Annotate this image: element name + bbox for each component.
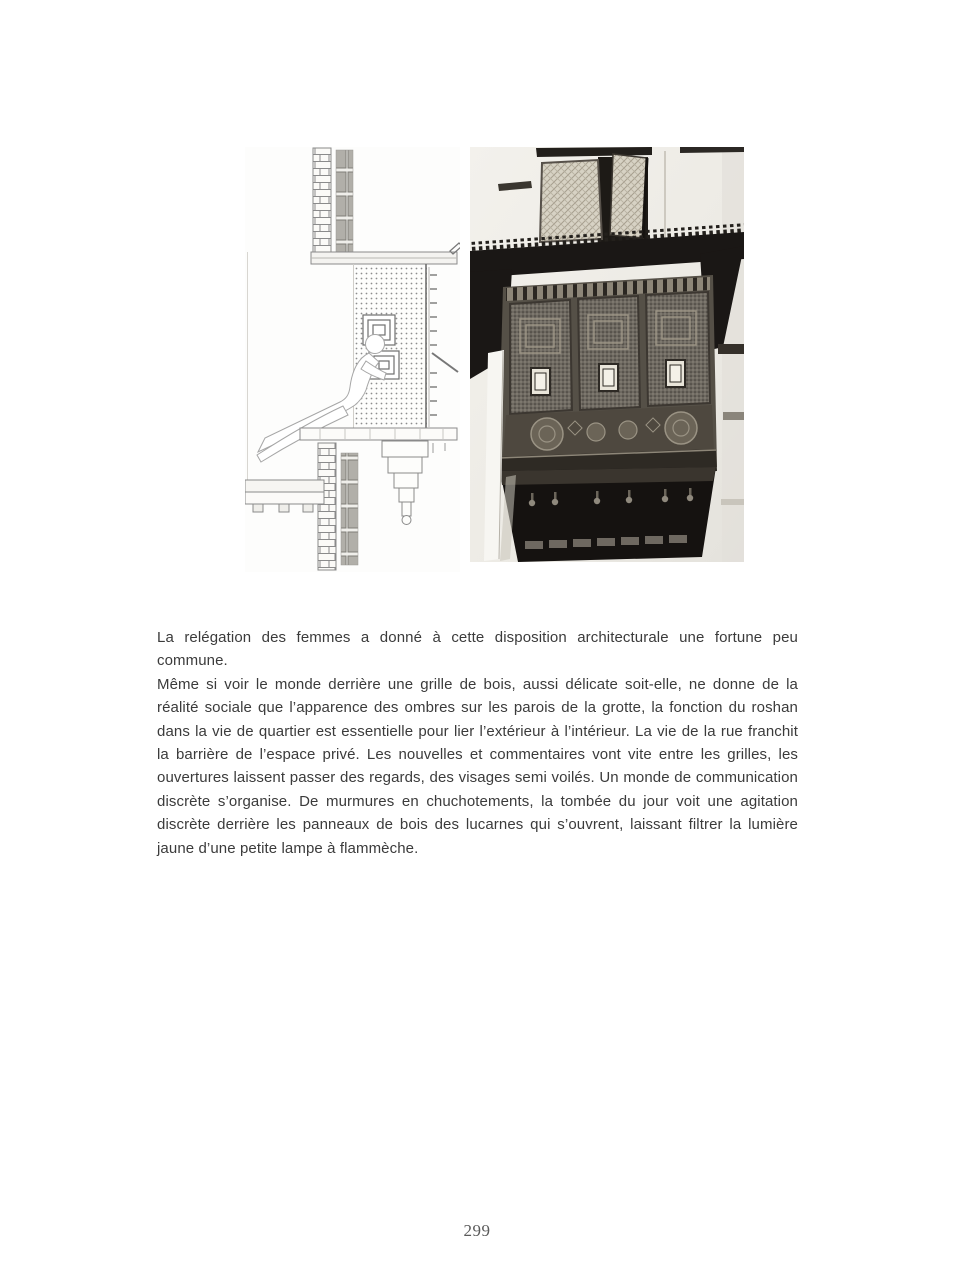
lattice-panels [510,292,710,414]
carved-shutter-closed [540,160,602,242]
section-drawing-svg [245,147,460,572]
page-number: 299 [463,1221,491,1240]
paragraph: La relégation des femmes a donné à cette disposition architecturale une fortune peu commune. [157,629,798,670]
body-text [157,626,798,860]
carved-shutter-open [610,154,647,238]
floor-slab [245,480,324,512]
figure-roshan-section-drawing [245,147,460,572]
figure-roshan-photograph [470,147,744,562]
figure-head [366,335,385,354]
top-beam [680,147,744,153]
roshan-base [500,467,716,562]
roshan-body [496,275,717,477]
paragraph: Même si voir le monde derrière une grille de bois, aussi délicate soit-elle, ne donne de la réalité sociale que l’apparence des ombres sur les parois de la grotte, la fonction du roshan dans la vie de quartier est essentielle pour lier l’extérieur à l’intérieur. La vie de la rue franchit la barrière de l’espace privé. Les nouvelles et commentaires vont vite entre les grilles, les ouvertures laissent passer des regards, des visages semi voilés. Un monde de communication discrète s’organise. De murmures en chuchotements, la tombée du jour voit une agitation discrète derrière les panneaux de bois des lucarnes qui s’ouvrent, laissant filtrer la lumière jaune d’une petite lampe à flammèche. [157,675,798,857]
roshan-photo-svg [470,147,744,562]
